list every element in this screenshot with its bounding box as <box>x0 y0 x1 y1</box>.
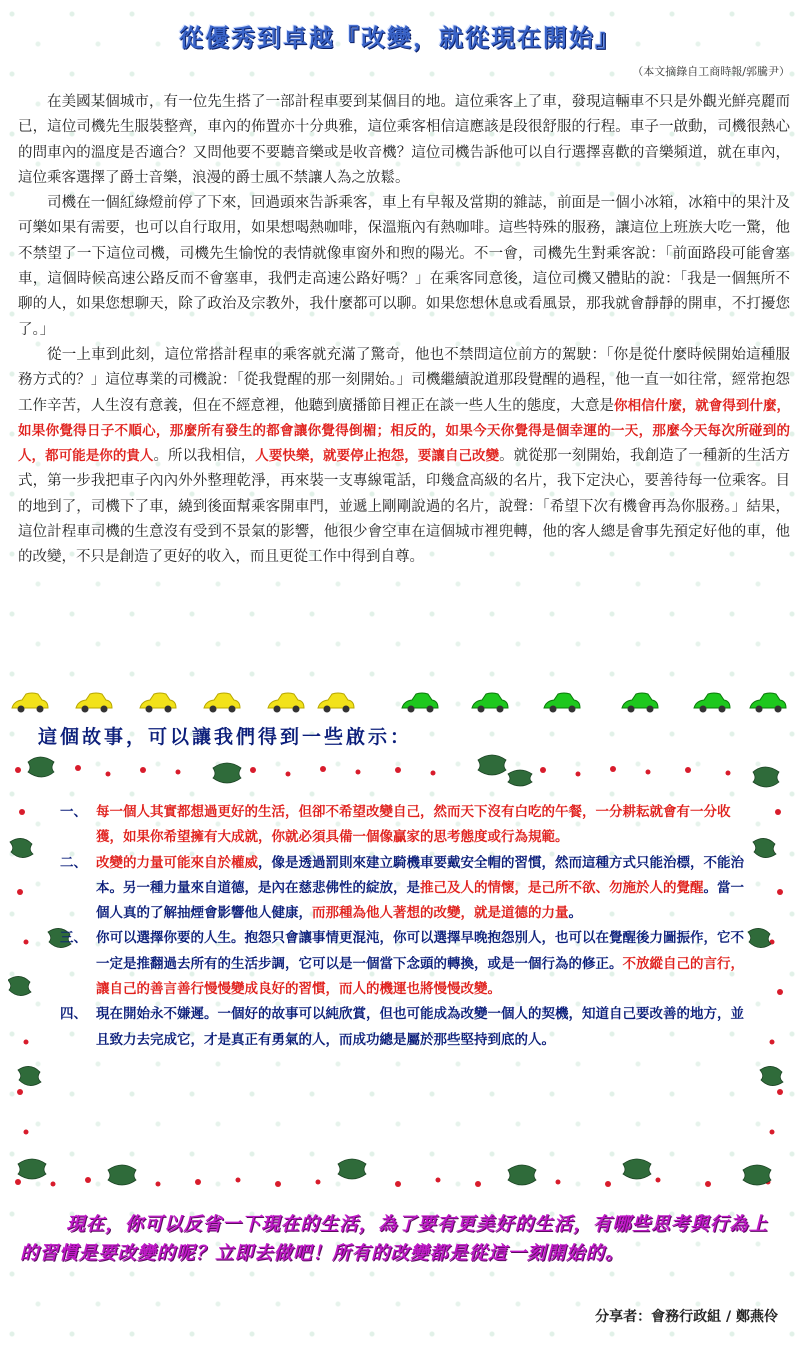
green-car-icon <box>542 690 582 714</box>
text-span: 。就從那一刻開始，我創造了一種新的生活方式，第一步我把車子內內外外整理乾淨，再來裝一支專線電話，印幾盒高級的名片，我下定決心，要善待每一位乘客。目的地到了，司機下了車，繞到後面幫乘客開車門，並遞上剛剛說過的名片，說聲：「希望下次有機會再為你服務。」結果，這位計程車司機的生意沒有受到不景氣的影響，他很少會空車在這個城市裡兜轉，他的客人總是會事先預定好他的車，他的改變，不只是創造了更好的收入，而且更從工作中得到自尊。 <box>18 448 791 566</box>
closing-message <box>20 1210 784 1268</box>
text-span: 。 <box>568 905 582 922</box>
yellow-car-icon <box>10 690 50 714</box>
source-credit: （本文摘錄自工商時報/郭騰尹） <box>632 65 790 78</box>
signature: 分享者：會務行政組 / 鄭燕伶 <box>595 1309 778 1325</box>
text-span: 你可以選擇你要的人生。抱怨只會讓事情更混沌，你可以選擇早晚抱怨別人，也可以在覺醒後力圖振作，它不一定是推翻過去所有的生活步調，它可以是一個當下念頭的轉換，或是一個行為的修正。 <box>96 930 744 972</box>
closing-text: 現在，你可以反省一下現在的生活，為了要有更美好的生活，有哪些思考與行為上的習慣是要改變的呢？立即去做吧！所有的改變都是從這一刻開始的。 <box>20 1214 769 1264</box>
highlight-text: 你相信什麼，就會得到什麼，如果你覺得日子不順心，那麼所有發生的都會讓你覺得倒楣；相反的，如果今天你覺得是個幸運的一天，那麼今天每次所碰到的人，都可能是你的貴人 <box>18 397 790 465</box>
text-span: 。所以我相信， <box>153 448 256 465</box>
page-title: 從優秀到卓越『改變，就從現在開始』 <box>179 23 621 52</box>
green-car-icon <box>620 690 660 714</box>
highlight-text: 改變的力量可能來自於權威 <box>96 854 258 871</box>
lessons-heading: 這個故事，可以讓我們得到一些啟示： <box>38 726 413 748</box>
article-body <box>18 90 790 571</box>
article-paragraph-3 <box>18 343 790 571</box>
highlight-text: 不放縱自己的言行，讓自己的善言善行慢慢變成良好的習慣，而人的機運也將慢慢改變。 <box>96 955 744 998</box>
green-car-icon <box>748 690 788 714</box>
highlight-text: 而那種為他人著想的改變，就是道德的力量 <box>312 905 569 922</box>
text-span: 現在開始永不嫌遲。一個好的故事可以純欣賞，但也可能成為改變一個人的契機，知道自己要改善的地方，並且致力去完成它，才是真正有勇氣的人，而成功總是屬於那些堅持到底的人。 <box>96 1006 744 1048</box>
lesson-item <box>60 800 744 851</box>
green-car-icon <box>470 690 510 714</box>
article-paragraph-1: 在美國某個城市，有一位先生搭了一部計程車要到某個目的地。這位乘客上了車，發現這輛車不只是外觀光鮮亮麗而已，這位司機先生服裝整齊，車內的佈置亦十分典雅，這位乘客相信這應該是段很舒服的行程。車子一啟動，司機很熱心的問車內的溫度是否適合？又問他要不要聽音樂或是收音機？這位司機告訴他可以自行選擇喜歡的音樂頻道，就在車內，這位乘客選擇了爵士音樂，浪漫的爵士風不禁讓人為之放鬆。 <box>18 94 790 186</box>
lesson-text <box>96 1002 744 1053</box>
lesson-number: 四、 <box>60 1006 87 1023</box>
lesson-item <box>60 926 744 1002</box>
yellow-car-icon <box>138 690 178 714</box>
lesson-item <box>60 1002 744 1053</box>
lesson-number: 三、 <box>60 930 87 947</box>
green-car-icon <box>692 690 732 714</box>
yellow-car-icon <box>202 690 242 714</box>
yellow-car-icon <box>74 690 114 714</box>
highlight-text: 每一個人其實都想過更好的生活，但卻不希望改變自己，然而天下沒有白吃的午餐，一分耕耘就會有一分收獲，如果你希望擁有大成就，你就必須具備一個像贏家的思考態度或行為規範。 <box>96 804 731 846</box>
yellow-car-icon <box>316 690 356 714</box>
text-span: 。當一個人真的了解抽煙會影響他人健康， <box>96 879 744 922</box>
highlight-text: 推己及人的情懷，是己所不欲、勿施於人的覺醒 <box>420 879 704 896</box>
highlight-text: 人要快樂，就要停止抱怨，要讓自己改變 <box>255 448 500 465</box>
text-span: ，像是透過罰則來建立騎機車要戴安全帽的習慣，然而這種方式只能治標，不能治本。另一種力量來自道德，是內在慈悲佛性的綻放，是 <box>96 854 744 896</box>
green-car-icon <box>400 690 440 714</box>
lesson-number: 一、 <box>60 804 87 820</box>
lesson-item <box>60 851 744 927</box>
lesson-number: 二、 <box>60 854 87 871</box>
lessons-list <box>60 800 744 1053</box>
article-paragraph-2: 司機在一個紅綠燈前停了下來，回過頭來告訴乘客，車上有早報及當期的雜誌，前面是一個小冰箱，冰箱中的果汁及可樂如果有需要，也可以自行取用，如果想喝熱咖啡，保溫瓶內有熱咖啡。這些特殊的服務，讓這位上班族大吃一驚，他不禁望了一下這位司機，司機先生愉悅的表情就像車窗外和煦的陽光。不一會，司機先生對乘客說：「前面路段可能會塞車，這個時候高速公路反而不會塞車，我們走高速公路好嗎？」在乘客同意後，這位司機又體貼的說：「我是一個無所不聊的人，如果您想聊天，除了政治及宗教外，我什麼都可以聊。如果您想休息或看風景，那我就會靜靜的開車，不打擾您了。」 <box>18 195 790 338</box>
lesson-text <box>96 800 744 851</box>
car-divider <box>10 690 790 716</box>
yellow-car-icon <box>266 690 306 714</box>
lesson-text <box>96 851 744 927</box>
text-span: 從一上車到此刻，這位常搭計程車的乘客就充滿了驚奇，他也不禁問這位前方的駕駛：「你是從什麼時候開始這種服務方式的？」這位專業的司機說：「從我覺醒的那一刻開始。」司機繼續說道那段覺醒的過程，他一直一如往常，經常抱怨工作辛苦，人生沒有意義，但在不經意裡，他聽到廣播節目裡正在談一些人生的態度，大意是 <box>18 346 790 414</box>
lesson-text <box>96 926 744 1002</box>
